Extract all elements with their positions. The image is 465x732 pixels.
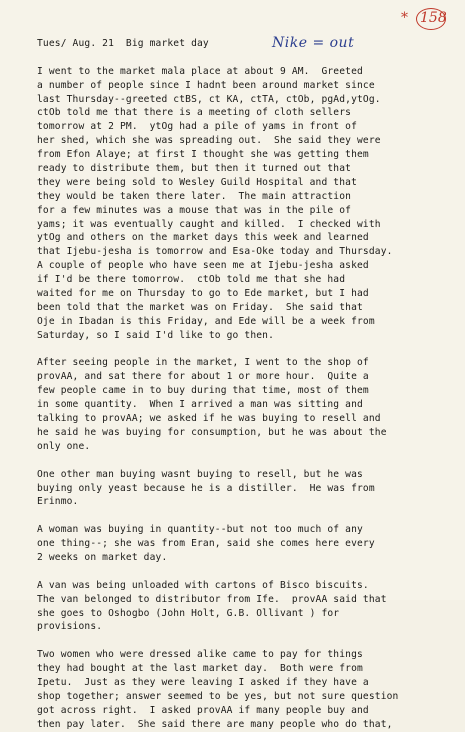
paragraph-gap (37, 634, 462, 648)
text-line: ctOb told me that there is a meeting of cloth sellers (37, 107, 352, 119)
text-line: they were being sold to Wesley Guild Hospital and that (37, 176, 357, 188)
text-line: from Efon Alaye; at first I thought she was getting them (37, 149, 369, 161)
text-line: A van was being unloaded with cartons of Bisco biscuits. (37, 579, 369, 591)
paragraph-gap (37, 454, 462, 468)
text-line: ready to distribute them, but then it turned out that (37, 163, 352, 175)
text-line: shop together; answer seemed to be yes, but not sure question (37, 690, 399, 702)
text-line: I went to the market mala place at about 9 AM. Greeted (37, 65, 363, 77)
document-text (37, 37, 462, 732)
text-line: 2 weeks on market day. (37, 551, 168, 563)
text-line: Ipetu. Just as they were leaving I asked if they have a (37, 676, 369, 688)
text-line: waited for me on Thursday to go to Ede market, but I had (37, 288, 369, 300)
text-line: Erinmo. (37, 496, 79, 508)
text-line: A woman was buying in quantity--but not too much of any (37, 524, 363, 536)
text-line: they would be taken there later. The main attraction (37, 190, 352, 202)
page-marker: * (401, 10, 408, 26)
text-line: then pay later. She said there are many people who do that, (37, 718, 393, 730)
text-line: she goes to Oshogbo (John Holt, G.B. Ollivant ) for (37, 607, 340, 619)
paragraph-gap (37, 51, 462, 65)
page-number: 158 (420, 10, 447, 26)
text-line: if I'd be there tomorrow. ctOb told me that she had (37, 274, 346, 286)
text-line: Two women who were dressed alike came to pay for things (37, 649, 363, 661)
text-line: only one. (37, 440, 91, 452)
text-line: yams; it was eventually caught and killed. I checked with (37, 218, 381, 230)
paragraph-gap (37, 565, 462, 579)
text-line: in some quantity. When I arrived a man was sitting and (37, 399, 363, 411)
text-line: for a few minutes was a mouse that was in the pile of (37, 204, 352, 216)
text-line: provAA, and sat there for about 1 or more hour. Quite a (37, 371, 369, 383)
entry-heading: Tues/ Aug. 21 Big market day (37, 38, 209, 49)
text-line: he said he was buying for consumption, but he was about the (37, 426, 387, 438)
text-line: Oje in Ibadan is this Friday, and Ede will be a week from (37, 315, 375, 327)
text-line: provisions. (37, 621, 103, 633)
text-line: that Ijebu-jesha is tomorrow and Esa-Oke today and Thursday. (37, 246, 393, 258)
text-line: they had bought at the last market day. Both were from (37, 663, 363, 675)
text-line: The van belonged to distributor from Ife. provAA said that (37, 593, 387, 605)
text-line: one thing--; she was from Eran, said she comes here every (37, 538, 375, 550)
text-line: few people came in to buy during that time, most of them (37, 385, 369, 397)
paragraph-gap (37, 343, 462, 357)
text-line: last Thursday--greeted ctBS, ct KA, ctTA, ctOb, pgAd,ytOg. (37, 93, 381, 105)
text-line: After seeing people in the market, I went to the shop of (37, 357, 369, 369)
text-line: A couple of people who have seen me at Ijebu-jesha asked (37, 260, 369, 272)
text-line: her shed, which she was spreading out. She said they were (37, 135, 381, 147)
text-line: ytOg and others on the market days this week and learned (37, 232, 369, 244)
text-line: One other man buying wasnt buying to resell, but he was (37, 468, 363, 480)
text-line: Saturday, so I said I'd like to go then. (37, 329, 275, 341)
text-line: talking to provAA; we asked if he was buying to resell and (37, 413, 381, 425)
text-line: tomorrow at 2 PM. ytOg had a pile of yams in front of (37, 121, 357, 133)
paragraph-gap (37, 509, 462, 523)
text-line: a number of people since I hadnt been around market since (37, 79, 375, 91)
text-line: got across right. I asked provAA if many people buy and (37, 704, 369, 716)
handwritten-note: Nike = out (272, 35, 355, 51)
text-line: buying only yeast because he is a distiller. He was from (37, 482, 375, 494)
text-line: been told that the market was on Friday. She said that (37, 301, 363, 313)
